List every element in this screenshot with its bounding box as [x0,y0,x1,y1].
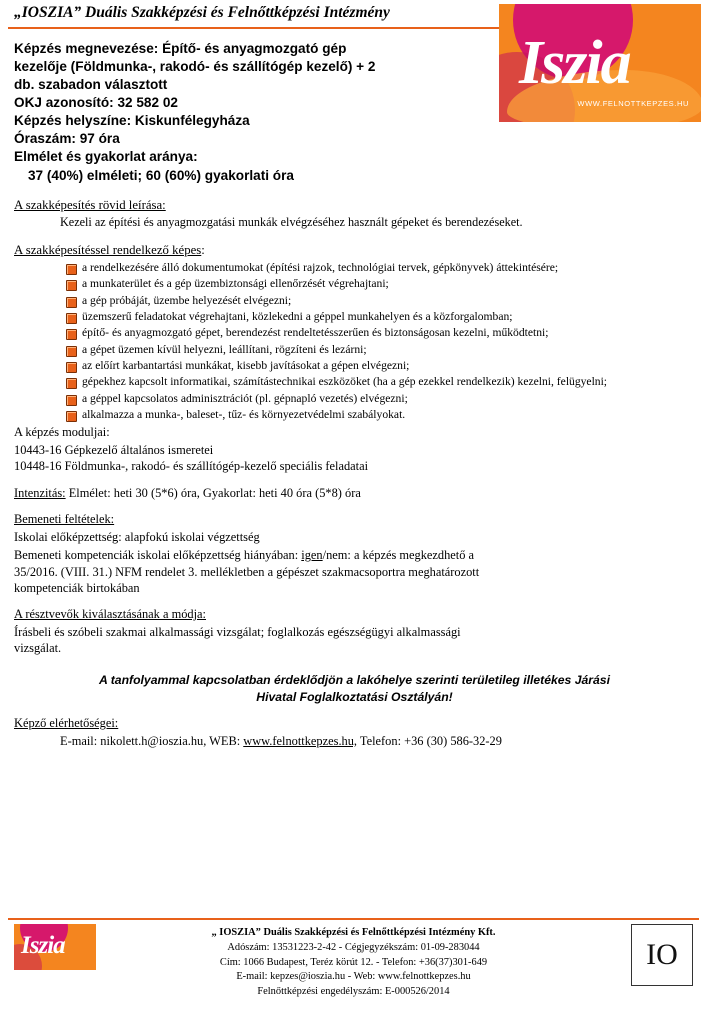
entry-requirements-label [14,511,695,527]
list-item: alkalmazza a munka-, baleset-, tűz- és környezetvédelmi szabályokat. [66,408,695,423]
list-item: az előírt karbantartási munkákat, kisebb javításokat a gépen elvégezni; [66,359,695,374]
notice-line-1: A tanfolyammal kapcsolatban érdeklődjön a lakóhelye szerinti területileg illetékes Járási [99,673,610,688]
contact-label-text: Képző elérhetőségei: [14,716,119,731]
notice-block [38,672,671,705]
entry-regulation-line-2: kompetenciák birtokában [14,580,140,595]
selection-label-text: A résztvevők kiválasztásának a módja: [14,606,206,621]
intensity-value: Elmélet: heti 30 (5*6) óra, Gyakorlat: heti 40 óra (5*8) óra [65,485,361,500]
list-item: üzemszerű feladatokat végrehajtani, közlekedni a géppel munkahelyen és a közforgalomban; [66,310,695,325]
short-description-text: Kezeli az építési és anyagmozgatási munkák elvégzéséhez használt gépeket és berendezéseket. [60,214,523,229]
list-item: a gépet üzemen kívül helyezni, leállítani, rögzíteni és lezárni; [66,343,695,358]
module-item: 10448-16 Földmunka-, rakodó- és szállítógép-kezelő speciális feladatai [14,459,369,474]
footer-logo-letters-szia: szia [29,932,65,959]
entry-requirements-label-text: Bemeneti feltételek: [14,511,115,526]
contact-details [14,734,695,749]
list-item: a gép próbáját, üzembe helyezését elvégezni; [66,294,695,309]
contact-phone: Telefon: +36 (30) 586-32-29 [357,733,502,748]
course-hours: Óraszám: 97 óra [14,131,120,147]
theory-practice-ratio-label: Elmélet és gyakorlat aránya: [14,149,198,165]
competences-label-colon: : [201,242,205,257]
course-name-line-1: Képzés megnevezése: Építő- és anyagmozgató gép [14,41,347,56]
logo-website-url: WWW.FELNOTTKEPZES.HU [577,99,689,108]
module-item: 10443-16 Gépkezelő általános ismeretei [14,443,214,458]
okj-id: OKJ azonosító: 32 582 02 [14,95,178,111]
contact-email: E-mail: nikolett.h@ioszia.hu, WEB: [60,733,244,748]
logo-letter-i: I [519,29,542,97]
footer-io-badge: IO [631,924,693,986]
list-item: a rendelkezésére álló dokumentumokat (építési rajzok, technológiai tervek, gépkönyvek) áttekintésére; [66,261,695,276]
contact-label [14,715,695,731]
list-item: építő- és anyagmozgató gépet, berendezést rendeltetésszerűen és biztonságosan kezelni, működtetni; [66,326,695,341]
contact-web-link[interactable]: www.felnottkepzes.hu, [243,733,358,748]
entry-competences-line [14,547,695,563]
footer-tax-info: Adószám: 13531223-2-42 - Cégjegyzékszám: 01-09-283044 [227,941,480,953]
selection-line-2: vizsgálat. [14,641,62,656]
footer-contact: E-mail: kepzes@ioszia.hu - Web: www.felnottkepzes.hu [236,971,471,983]
list-item: a munkaterület és a gép üzembiztonsági ellenőrzését végrehajtani; [66,277,695,292]
selection-line-1: Írásbeli és szóbeli szakmai alkalmassági vizsgálat; foglalkozás egészségügyi alkalmassági [14,625,461,640]
course-headline [14,40,494,185]
list-item: gépekhez kapcsolt informatikai, számítástechnikai eszközöket (ha a gép ezekkel rendelkezik) kezelni, felügyelni; [66,375,695,390]
list-item: a géppel kapcsolatos adminisztrációt (pl. gépnapló vezetés) elvégezni; [66,392,695,407]
theory-practice-ratio-value: 37 (40%) elméleti; 60 (60%) gyakorlati óra [28,167,294,183]
entry-competences-yes: igen [301,548,323,563]
course-location: Képzés helyszíne: Kiskunfélegyháza [14,113,250,129]
entry-regulation-line: 35/2016. (VIII. 31.) NFM rendelet 3. mellékletben a gépészet szakmacsoportra meghatározott [14,564,480,579]
footer-ioszia-logo [14,924,96,970]
footer-company-info [110,926,597,1000]
footer-address: Cím: 1066 Budapest, Teréz körút 12. - Telefon: +36(37)301-649 [219,956,488,968]
footer-license: Felnőttképzési engedélyszám: E-000526/2014 [257,986,450,998]
competences-list [14,261,695,423]
short-description-label: A szakképesítés rövid leírása: [14,197,166,212]
document-body [0,30,707,749]
intensity-line [14,485,695,501]
page-title: „IOSZIA” Duális Szakképzési és Felnőttképzési Intézmény [14,4,390,21]
notice-line-2: Hivatal Foglalkoztatási Osztályán! [256,689,453,704]
entry-competences-post: /nem: a képzés megkezdhető a [322,548,475,563]
logo-letters-szia: szia [541,29,630,97]
entry-competences-pre: Bemeneti kompetenciák iskolai előképzettség hiányában: [14,548,302,563]
selection-label [14,606,695,622]
document-footer [0,920,707,1024]
footer-logo-wordmark [21,933,65,958]
modules-label: A képzés moduljai: [14,425,110,440]
competences-label-text: A szakképesítéssel rendelkező képes [14,242,202,257]
competences-label [14,243,695,258]
footer-company-name: „ IOSZIA” Duális Szakképzési és Felnőttképzési Intézmény Kft. [211,927,496,938]
footer-logo-letter-i: I [21,932,30,959]
course-name-line-3: db. szabadon választott [14,77,168,93]
intensity-label: Intenzitás: [14,485,66,500]
course-name-line-2: kezelője (Földmunka-, rakodó- és szállítógép kezelő) + 2 [14,59,376,75]
entry-schooling: Iskolai előképzettség: alapfokú iskolai végzettség [14,530,260,545]
